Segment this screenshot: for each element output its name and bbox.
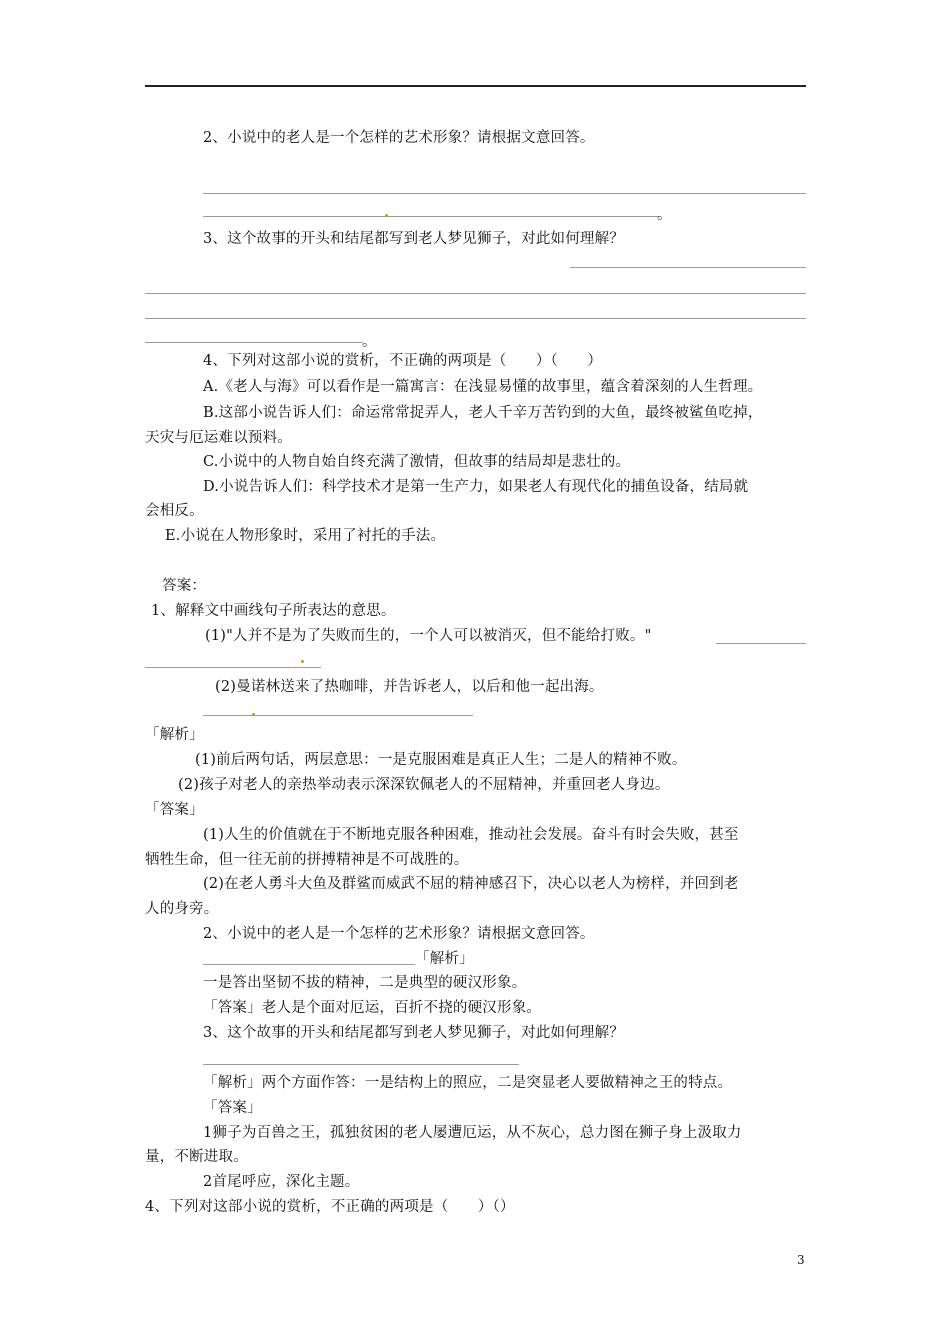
answer-blank-line xyxy=(145,342,363,343)
option-b-cont: 天灾与厄运难以预料。 xyxy=(145,430,292,446)
answer-blank-line xyxy=(203,216,659,217)
answer-2-title: 2、小说中的老人是一个怎样的艺术形象？请根据文意回答。 xyxy=(203,926,595,942)
jiexi-2: (2)孩子对老人的亲热举动表示深深钦佩老人的不屈精神，并重回老人身边。 xyxy=(178,777,670,793)
option-d-cont: 会相反。 xyxy=(145,503,204,519)
question-2: 2、小说中的老人是一个怎样的艺术形象？请根据文意回答。 xyxy=(203,130,595,146)
answer-blank-line xyxy=(203,715,473,716)
answer-blank-line xyxy=(570,267,806,268)
header-rule xyxy=(145,85,806,87)
daan-1-cont: 牺牲生命，但一往无前的拼搏精神是不可战胜的。 xyxy=(145,852,469,868)
edit-mark xyxy=(301,660,304,663)
option-c: C.小说中的人物自始自终充满了激情，但故事的结局却是悲壮的。 xyxy=(203,454,631,470)
daan-1: (1)人生的价值就在于不断地克服各种困难，推动社会发展。奋斗有时会失败，甚至 xyxy=(203,827,739,843)
answer-blank-line xyxy=(145,293,806,294)
answer-3-daan-1-cont: 量，不断进取。 xyxy=(145,1149,248,1165)
question-4: 4、下列对这部小说的赏析，不正确的两项是（ ）（ ） xyxy=(203,353,603,369)
answer-3-daan-label: 「答案」 xyxy=(203,1100,262,1116)
daan-2: (2)在老人勇斗大鱼及群鲨而威武不屈的精神感召下，决心以老人为榜样，并回到老 xyxy=(203,876,739,892)
daan-2-cont: 人的身旁。 xyxy=(145,901,219,917)
question-3-end: 。 xyxy=(362,334,377,350)
daan-label: 「答案」 xyxy=(145,802,204,818)
answer-3-title: 3、这个故事的开头和结尾都写到老人梦见狮子，对此如何理解？ xyxy=(203,1025,625,1041)
answer-3-jiexi: 「解析」两个方面作答：一是结构上的照应，二是突显老人要做精神之王的特点。 xyxy=(203,1075,733,1091)
answer-blank-line xyxy=(145,667,321,668)
option-a: A.《老人与海》可以看作是一篇寓言：在浅显易懂的故事里，蕴含着深刻的人生哲理。 xyxy=(203,379,763,395)
answer-blank-line xyxy=(203,1064,519,1065)
answer-blank-line xyxy=(203,964,415,965)
answer-blank-line xyxy=(203,193,806,194)
answer-3-daan-1: 1狮子为百兽之王，孤独贫困的老人屡遭厄运，从不灰心，总力图在狮子身上汲取力 xyxy=(203,1125,742,1141)
edit-mark xyxy=(252,713,255,716)
answer-3-daan-2: 2首尾呼应，深化主题。 xyxy=(203,1174,360,1190)
answer-1-sentence-2: (2)曼诺林送来了热咖啡，并告诉老人，以后和他一起出海。 xyxy=(215,679,604,695)
answer-1-sentence-1: (1)"人并不是为了失败而生的，一个人可以被消灭，但不能给打败。" xyxy=(205,628,652,644)
edit-mark xyxy=(385,214,388,217)
answer-2-jiexi-label: 「解析」 xyxy=(415,951,474,967)
answer-2-daan: 「答案」老人是个面对厄运，百折不挠的硬汉形象。 xyxy=(203,1000,542,1016)
question-2-end: 。 xyxy=(657,207,672,223)
answer-4-title: 4、下列对这部小说的赏析，不正确的两项是（ ）（） xyxy=(145,1199,515,1215)
jiexi-label: 「解析」 xyxy=(145,727,204,743)
answers-heading: 答案： xyxy=(162,578,207,594)
answer-blank-line xyxy=(145,318,806,319)
jiexi-1: (1)前后两句话，两层意思：一是克服困难是真正人生；二是人的精神不败。 xyxy=(195,752,687,768)
answer-2-jiexi: 一是答出坚韧不拔的精神，二是典型的硬汉形象。 xyxy=(203,975,527,991)
option-d: D.小说告诉人们：科学技术才是第一生产力，如果老人有现代化的捕鱼设备，结局就 xyxy=(203,479,749,495)
option-e: E.小说在人物形象时，采用了衬托的手法。 xyxy=(165,528,446,544)
page-number: 3 xyxy=(797,1253,805,1267)
answer-blank-line xyxy=(716,643,806,644)
option-b: B.这部小说告诉人们：命运常常捉弄人，老人千辛万苦钓到的大鱼，最终被鲨鱼吃掉， xyxy=(203,405,763,421)
answer-1-title: 1、解释文中画线句子所表达的意思。 xyxy=(151,603,396,619)
question-3: 3、这个故事的开头和结尾都写到老人梦见狮子，对此如何理解？ xyxy=(203,231,625,247)
